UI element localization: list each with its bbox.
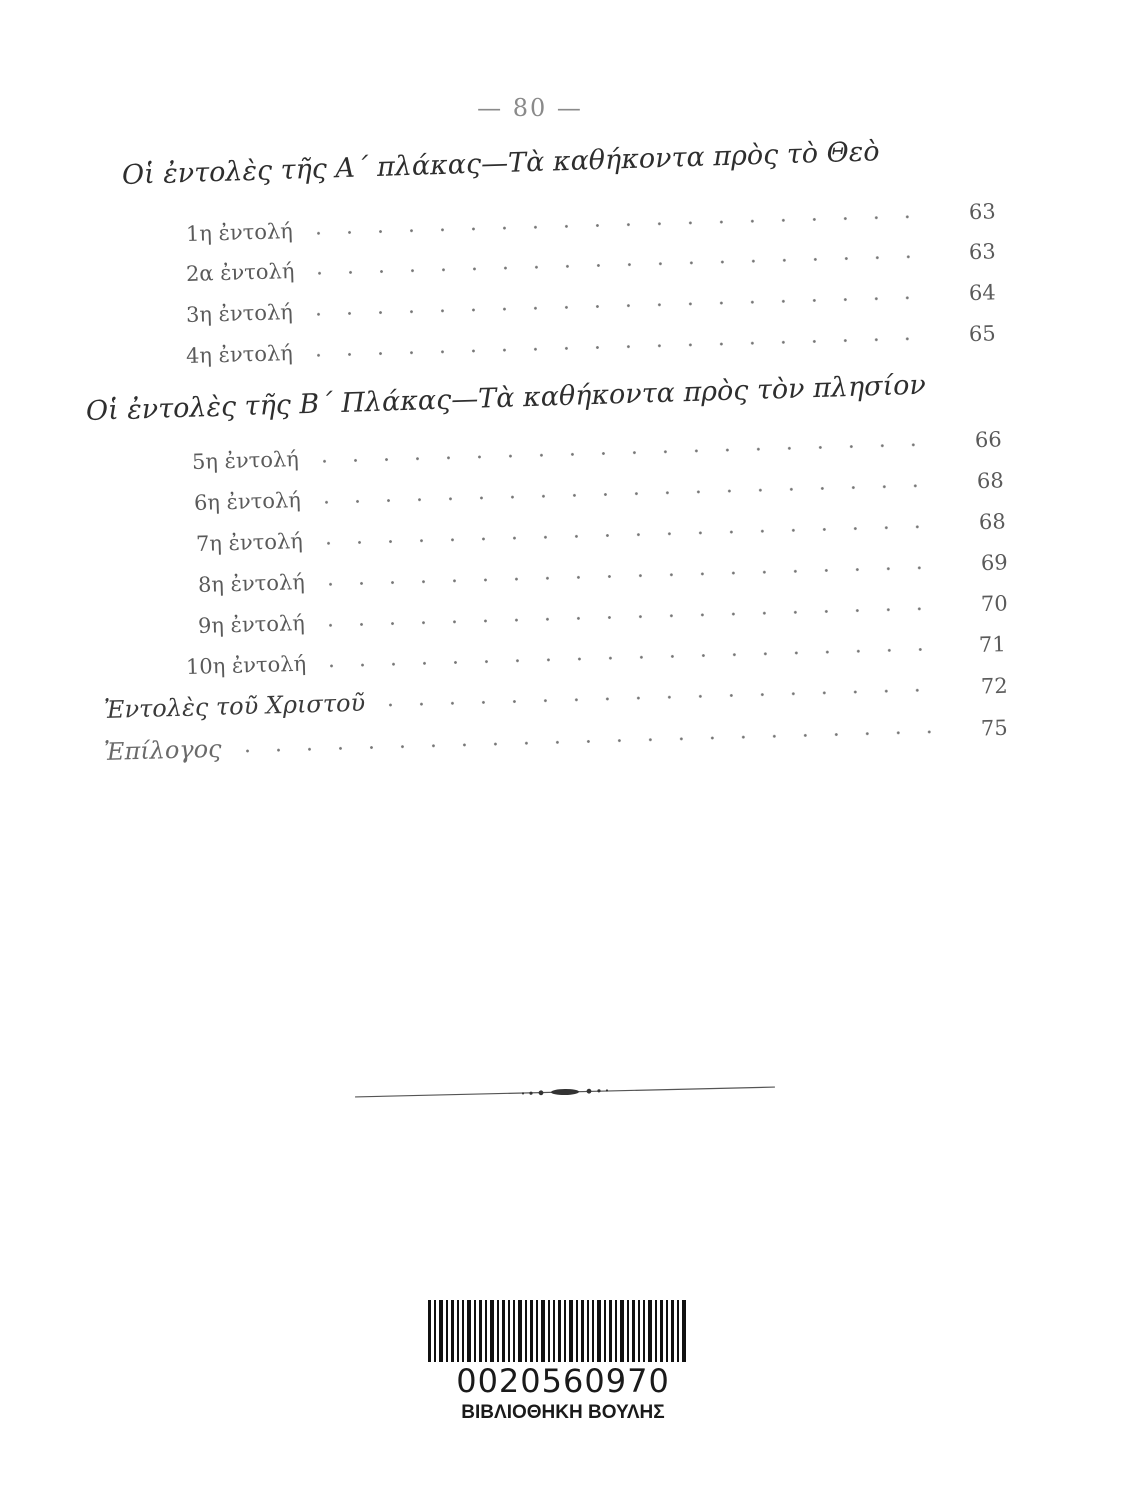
- toc-entry: [186, 280, 996, 327]
- ornament-divider: [355, 1079, 775, 1105]
- toc-entry-label: Ἐντολὲς τοῦ Χριστοῦ: [103, 688, 366, 724]
- page-number: — 80 —: [477, 94, 583, 122]
- toc-entry-label: 3η ἐντολή: [185, 300, 294, 327]
- toc-entry-page: 66: [974, 427, 1003, 453]
- toc-entry: [186, 321, 996, 368]
- toc-entry-label: 5η ἐντολή: [191, 447, 300, 474]
- toc-entry-label: 7η ἐντολή: [195, 529, 304, 556]
- toc-entry-page: 72: [980, 673, 1009, 699]
- toc-entry-label: 2α ἐντολή: [185, 258, 295, 286]
- toc-entry: [104, 713, 1008, 766]
- toc-entry-label: 10η ἐντολή: [185, 651, 307, 679]
- toc-entry-page: 70: [980, 591, 1009, 617]
- section-heading-second-tablet: Οἱ ἐντολὲς τῆς Β΄ Πλάκας—Τὰ καθήκοντα πρὸς τὸν πλησίον: [85, 369, 927, 427]
- leader-dots: [315, 606, 938, 627]
- barcode-bars: [428, 1300, 698, 1362]
- leader-dots: [311, 483, 934, 504]
- toc-entry-page: 68: [978, 509, 1007, 535]
- toc-entry: [186, 632, 1006, 679]
- toc-entry-label: 1η ἐντολή: [185, 219, 294, 246]
- leader-dots: [303, 295, 926, 316]
- toc-entry-page: 68: [976, 468, 1005, 494]
- toc-entry: [198, 550, 1008, 597]
- leader-dots: [304, 254, 925, 275]
- toc-entry: [196, 509, 1006, 556]
- toc-entry-label: Ἐπίλογος: [103, 734, 222, 766]
- toc-entry: [192, 427, 1002, 474]
- toc-entry-page: 63: [968, 199, 997, 225]
- toc-entry-page: 64: [968, 280, 997, 306]
- toc-entry-label: 4η ἐντολή: [185, 341, 294, 368]
- leader-dots: [303, 336, 926, 357]
- toc-entry-page: 63: [968, 239, 997, 265]
- toc-entry-page: 65: [968, 321, 997, 347]
- toc-entry-label: 8η ἐντολή: [197, 570, 306, 597]
- library-name: ΒΙΒΛΙΟΘΗΚΗ ΒΟΥΛΗΣ: [461, 1402, 665, 1423]
- toc-entry: [186, 239, 996, 286]
- toc-entry-page: 71: [978, 632, 1007, 657]
- toc-entry-label: 9η ἐντολή: [197, 611, 306, 638]
- leader-dots: [315, 565, 938, 586]
- leader-dots: [375, 688, 938, 708]
- toc-entry: [186, 199, 996, 246]
- section-heading-first-tablet: Οἱ ἐντολὲς τῆς Α΄ πλάκας—Τὰ καθήκοντα πρὸς τὸ Θεὸ: [121, 136, 880, 191]
- leader-dots: [232, 730, 938, 754]
- barcode-number: 0020560970: [456, 1362, 670, 1400]
- toc-entry: [198, 591, 1008, 638]
- toc-entry: [194, 468, 1004, 515]
- leader-dots: [316, 647, 936, 668]
- leader-dots: [309, 442, 932, 463]
- library-barcode-sticker: [418, 1290, 708, 1440]
- toc-entry-page: 69: [980, 550, 1009, 576]
- toc-entry-page: 75: [980, 715, 1009, 741]
- leader-dots: [303, 214, 926, 235]
- leader-dots: [313, 524, 936, 545]
- toc-entry-label: 6η ἐντολή: [193, 488, 302, 515]
